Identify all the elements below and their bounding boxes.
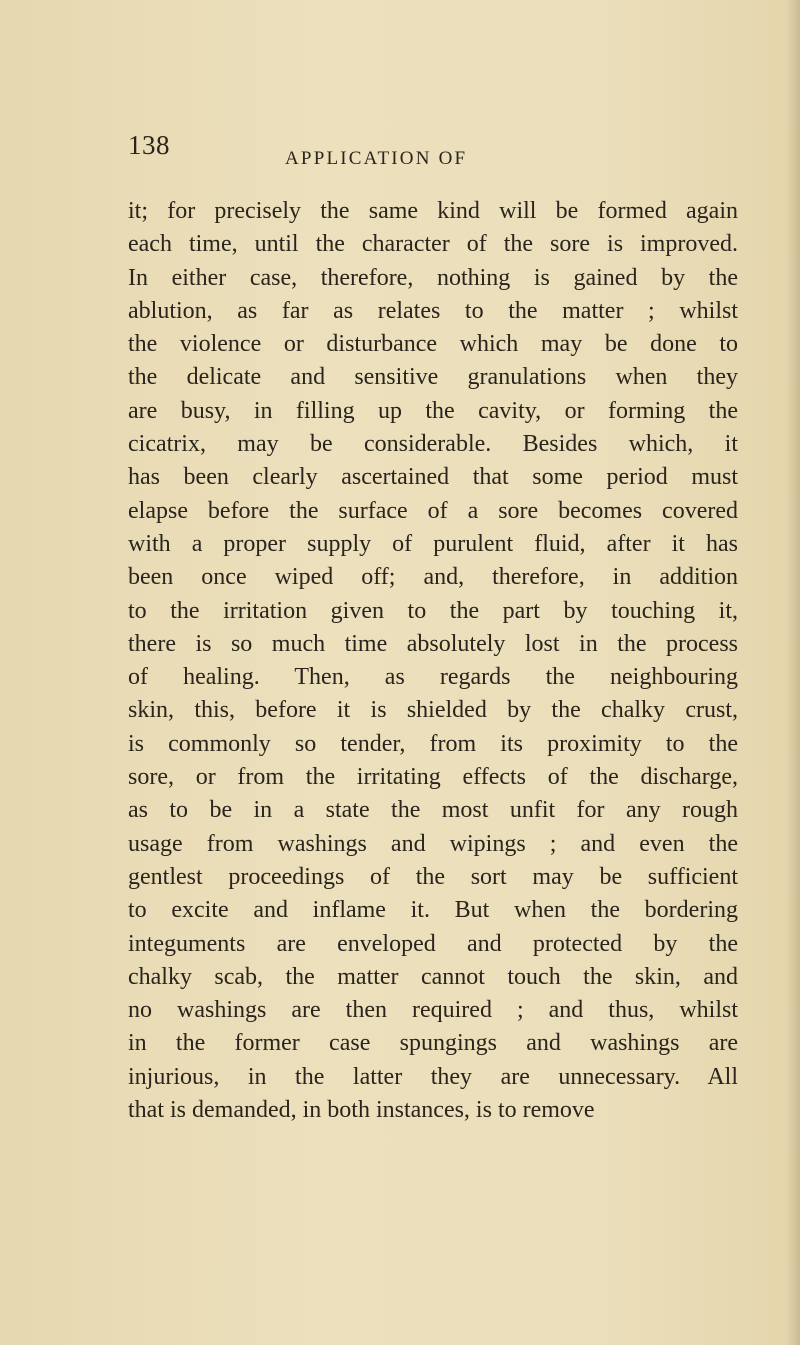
text-line: cicatrix, may be considerable. Besides which, it	[128, 431, 738, 458]
body-text	[128, 195, 738, 1127]
text-line: the delicate and sensitive granulations when they	[128, 364, 738, 391]
text-line: of healing. Then, as regards the neighbouring	[128, 664, 738, 691]
running-head: APPLICATION OF	[285, 148, 468, 169]
text-line: in the former case spungings and washings are	[128, 1030, 738, 1057]
text-line: to the irritation given to the part by touching it,	[128, 597, 738, 624]
text-line: it; for precisely the same kind will be formed again	[128, 198, 738, 224]
text-line: to excite and inflame it. But when the bordering	[128, 897, 738, 924]
text-line: In either case, therefore, nothing is gained by the	[128, 264, 738, 291]
text-line: chalky scab, the matter cannot touch the skin, and	[128, 963, 738, 990]
text-line: with a proper supply of purulent fluid, after it has	[128, 530, 738, 557]
text-line: are busy, in filling up the cavity, or forming the	[128, 397, 738, 424]
text-line: skin, this, before it is shielded by the chalky crust,	[128, 697, 738, 724]
text-line: sore, or from the irritating effects of the discharge,	[128, 764, 738, 791]
text-line: each time, until the character of the sore is improved.	[128, 231, 738, 258]
text-line: injurious, in the latter they are unnecessary. All	[128, 1063, 738, 1090]
text-line: been once wiped off; and, therefore, in addition	[128, 564, 738, 591]
text-line: that is demanded, in both instances, is to remove	[128, 1097, 595, 1124]
text-line: usage from washings and wipings ; and even the	[128, 830, 738, 857]
text-line: has been clearly ascertained that some period must	[128, 464, 738, 491]
text-line: integuments are enveloped and protected by the	[128, 930, 738, 957]
text-line: the violence or disturbance which may be done to	[128, 331, 738, 358]
text-line: gentlest proceedings of the sort may be sufficient	[128, 863, 738, 890]
text-line: no washings are then required ; and thus, whilst	[128, 997, 738, 1024]
page-number: 138	[128, 130, 170, 160]
text-line: there is so much time absolutely lost in the process	[128, 630, 738, 657]
page-header	[128, 130, 728, 170]
text-line: as to be in a state the most unfit for any rough	[128, 797, 738, 824]
text-line: elapse before the surface of a sore becomes covered	[128, 497, 738, 524]
page-edge-shadow	[786, 0, 800, 1345]
text-line: is commonly so tender, from its proximity to the	[128, 730, 738, 757]
text-line: ablution, as far as relates to the matter ; whilst	[128, 297, 738, 324]
